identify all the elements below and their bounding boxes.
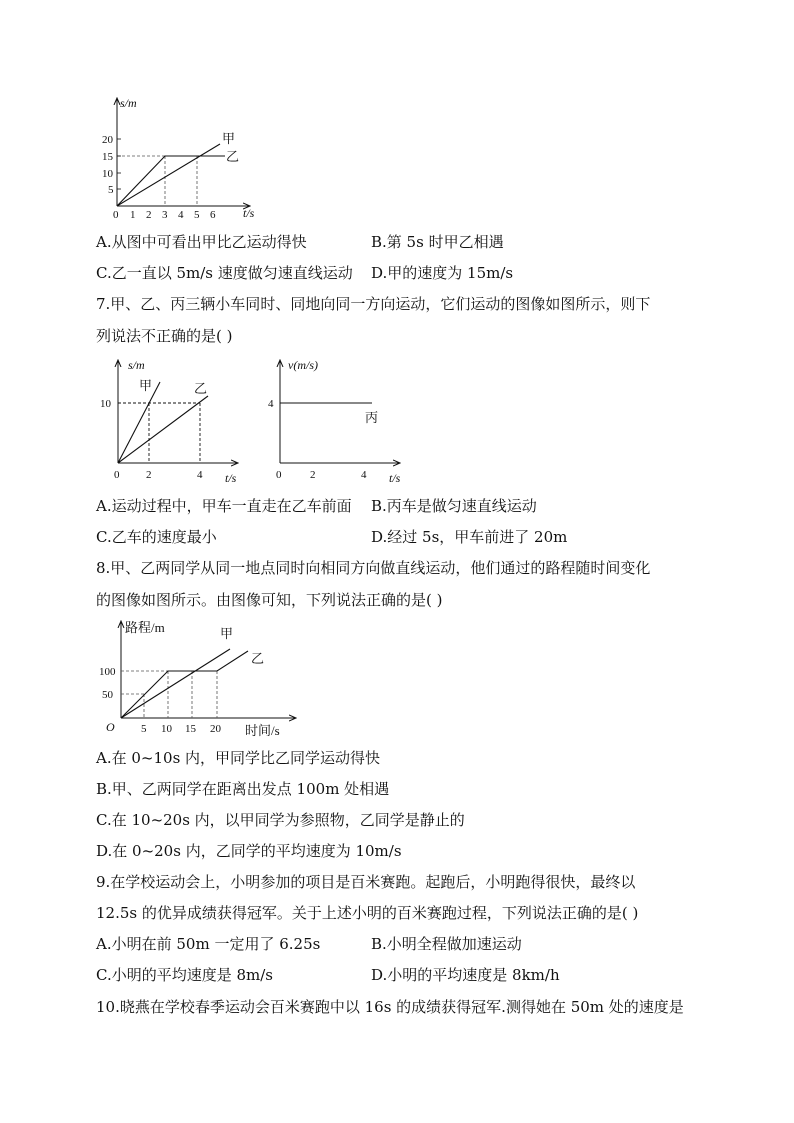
q8-series-jia-line [121,649,230,718]
q8-y-label: 路程/m [125,620,165,635]
q8-stem-line2: 的图像如图所示。由图像可知，下列说法正确的是( ) [96,591,443,609]
q8-origin-label: O [106,720,115,734]
q6-x-tick-3: 3 [162,209,168,221]
q6-x-tick-5: 5 [194,209,200,221]
q6-x-tick-2: 2 [146,209,152,221]
q8-y-tick-50: 50 [102,689,113,701]
q8-option-a: A.在 0~10s 内，甲同学比乙同学运动得快 [96,749,381,767]
q7l-x-tick-4: 4 [197,469,203,481]
q7-option-b: B.丙车是做匀速直线运动 [371,497,537,515]
q8-x-label: 时间/s [245,723,280,738]
q7-option-c: C.乙车的速度最小 [96,528,217,546]
q9-option-a: A.小明在前 50m 一定用了 6.25s [96,935,321,953]
q8-x-tick-10: 10 [161,723,172,735]
q6-option-a: A.从图中可看出甲比乙运动得快 [96,233,307,251]
q7r-x-label: t/s [389,471,401,485]
q7r-y-tick-4: 4 [268,398,274,410]
q7l-series-yi-label: 乙 [194,381,208,396]
q7-graph-right [268,356,408,486]
q8-y-tick-100: 100 [99,666,116,678]
q6-option-c: C.乙一直以 5m/s 速度做匀速直线运动 [96,264,353,282]
q6-series-jia-label: 甲 [222,131,236,146]
q6-x-tick-6: 6 [210,209,216,221]
q9-option-c: C.小明的平均速度是 8m/s [96,966,273,984]
q6-y-tick-5: 5 [108,184,114,196]
q9-option-b: B.小明全程做加速运动 [371,935,522,953]
q6-option-d: D.甲的速度为 15m/s [371,264,514,282]
q6-graph [100,96,260,221]
q6-x-tick-4: 4 [178,209,184,221]
q8-series-yi-label: 乙 [251,651,265,666]
q6-series-yi-label: 乙 [226,149,240,164]
q8-option-c: C.在 10~20s 内，以甲同学为参照物，乙同学是静止的 [96,811,465,829]
q9-stem-line2: 12.5s 的优异成绩获得冠军。关于上述小明的百米赛跑过程，下列说法正确的是( ) [96,904,639,922]
q8-x-tick-15: 15 [185,723,196,735]
q9-stem-line1: 9.在学校运动会上，小明参加的项目是百米赛跑。起跑后，小明跑得很快，最终以 [96,873,636,891]
q8-x-tick-20: 20 [210,723,221,735]
q7-graph-left [100,356,243,486]
q7l-y-label: s/m [128,358,145,372]
q8-x-tick-5: 5 [141,723,147,735]
q7l-series-jia-label: 甲 [139,378,153,393]
q7l-series-yi-line [118,396,208,463]
q7r-series-bing-label: 丙 [365,410,379,425]
q9-option-d: D.小明的平均速度是 8km/h [371,966,560,984]
q7l-x-tick-2: 2 [146,469,152,481]
q7-stem-line1: 7.甲、乙、丙三辆小车同时、同地向同一方向运动，它们运动的图像如图所示，则下 [96,295,651,313]
q8-series-jia-label: 甲 [220,626,234,641]
q7l-x-label: t/s [225,471,237,485]
q6-y-tick-10: 10 [102,168,113,180]
q6-y-tick-15: 15 [102,151,113,163]
q8-option-d: D.在 0~20s 内，乙同学的平均速度为 10m/s [96,842,402,860]
q8-option-b: B.甲、乙两同学在距离出发点 100m 处相遇 [96,780,390,798]
q7l-series-jia-line [118,382,160,463]
q6-y-label: s/m [120,96,137,110]
q8-series-yi-line [121,651,248,718]
q6-y-tick-20: 20 [102,134,113,146]
q7l-x-tick-0: 0 [114,469,120,481]
q8-graph [100,617,300,742]
q7-option-a: A.运动过程中，甲车一直走在乙车前面 [96,497,352,515]
q7r-x-tick-4: 4 [361,469,367,481]
q6-option-b: B.第 5s 时甲乙相遇 [371,233,504,251]
q10-stem-line1: 10.晓燕在学校春季运动会百米赛跑中以 16s 的成绩获得冠军.测得她在 50m 处的速度是 [96,998,684,1016]
q6-series-yi-line [117,156,225,206]
q7-option-d: D.经过 5s，甲车前进了 20m [371,528,568,546]
q7r-x-tick-2: 2 [310,469,316,481]
q8-stem-line1: 8.甲、乙两同学从同一地点同时向相同方向做直线运动，他们通过的路程随时间变化 [96,559,651,577]
q6-x-tick-1: 1 [130,209,136,221]
q6-x-label: t/s [243,206,255,220]
q7l-y-tick-10: 10 [100,398,111,410]
q6-x-tick-0: 0 [113,209,119,221]
q7-stem-line2: 列说法不正确的是( ) [96,327,233,345]
q7r-x-tick-0: 0 [276,469,282,481]
q7r-y-label: v(m/s) [288,358,318,372]
q6-series-jia-line [117,144,220,206]
